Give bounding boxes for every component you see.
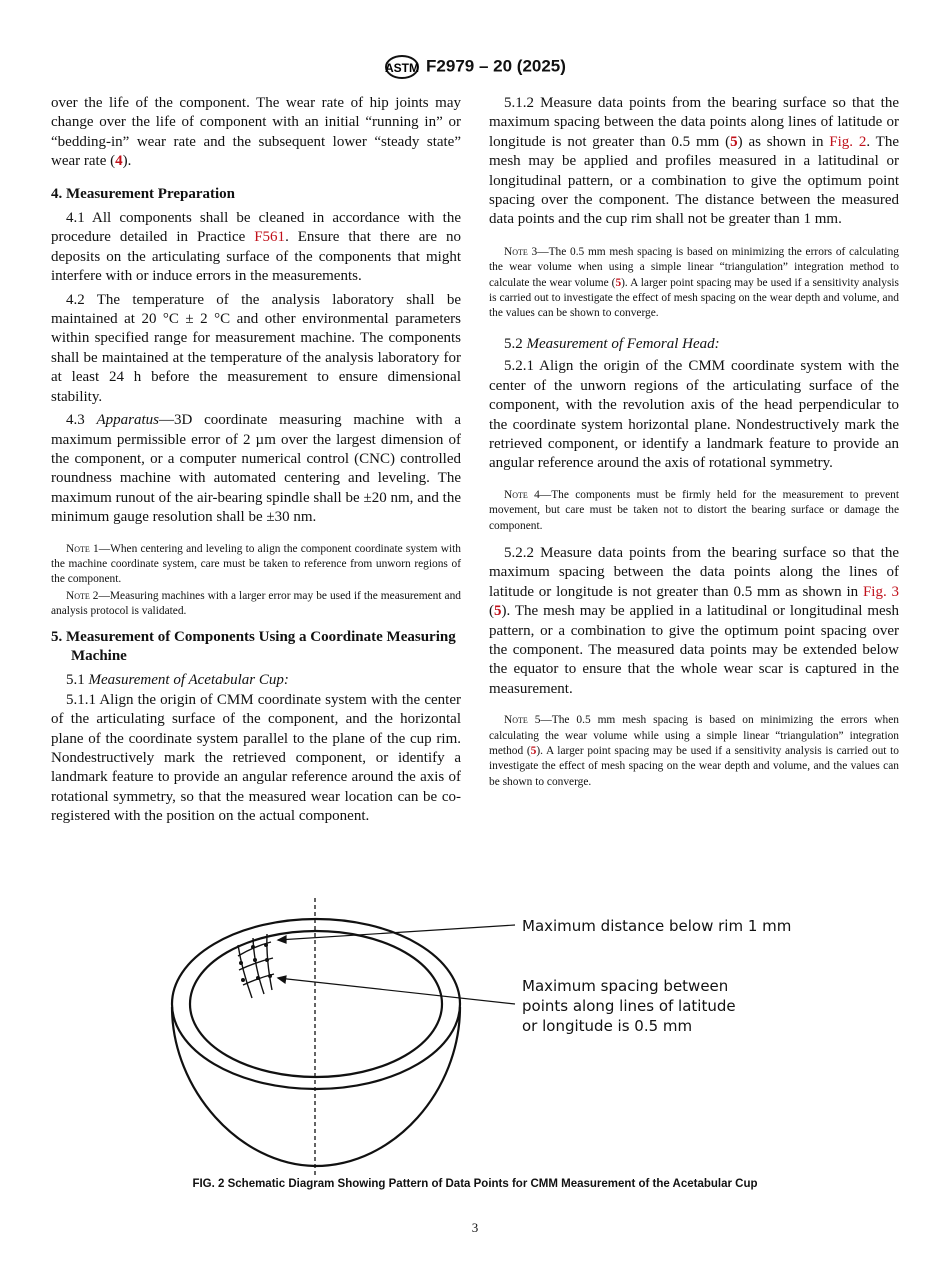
svg-text:ASTM: ASTM <box>385 61 420 75</box>
section-heading-4: 4. Measurement Preparation <box>51 185 235 202</box>
paragraph-intro <box>51 94 461 172</box>
text: 4.1 All components shall be cleaned in accordance with the procedure detailed in Practice <box>51 210 461 246</box>
note-2 <box>51 589 461 620</box>
reference-link[interactable]: 5 <box>530 745 537 757</box>
right-column <box>489 94 899 790</box>
figure-link[interactable]: Fig. 2 <box>829 133 867 150</box>
section-heading-5: 5. Measurement of Components Using a Coordinate Measuring Machine <box>51 628 456 664</box>
figure-link[interactable]: Fig. 3 <box>862 583 900 600</box>
paragraph-4-1 <box>51 209 461 287</box>
text: —When centering and leveling to align the component coordinate system with the machine coordinate system, care must be taken to reference from unworn regions of the component. <box>51 542 461 586</box>
italic-term: Apparatus <box>96 412 160 429</box>
cup-body <box>172 1007 460 1166</box>
reference-link[interactable]: 4 <box>115 153 123 170</box>
label-rim-distance: Maximum distance below rim 1 mm <box>522 917 792 935</box>
italic-term: Measurement of Femoral Head: <box>526 335 720 352</box>
paragraph-5-1 <box>51 671 461 690</box>
text: —The 0.5 mm mesh spacing is based on minimizing the errors when calculating the wear volume while using a simple linear “triangulation” integration method ( <box>489 714 899 757</box>
text: 4.3 <box>66 412 97 429</box>
text: 5.1 <box>66 672 89 689</box>
paragraph-5-2-1: 5.2.1 Align the origin of the CMM coordinate system with the center of the unworn regions of the articulating surface of the component, with the revolution axis of the head perpendicular to the coordinate system horizontal plane. Nondestructively mark the retrieved component, or identify a landmark feature to provide an angular reference around the axis of rotational symmetry. <box>489 358 899 472</box>
note-4 <box>489 488 899 534</box>
paragraph-5-1-1: 5.1.1 Align the origin of CMM coordinate system with the center of the articulating surface of the component, and the horizontal plane of the coordinate system parallel to the plane of the cup rim. Nondestructively mark the retrieved component, or identify a landmark feature to provide an angular reference around the axis of rotational symmetry, so that the measured wear location can be co-registered with the position on the actual component. <box>51 691 461 825</box>
text: —The 0.5 mm mesh spacing is based on minimizing the errors of calculating the wear volume when using a simple linear “triangulation” integration method to calculate the wear volume ( <box>489 245 899 289</box>
leader-lines <box>278 925 515 1004</box>
note-1 <box>51 542 461 588</box>
paragraph-5-2-2 <box>489 544 899 699</box>
text: 5.1.2 Measure data points from the bearing surface so that the maximum spacing between the data points along lines of latitude or longitude is not greater than 0.5 mm ( <box>489 95 899 150</box>
note-label: Note 5 <box>504 714 541 727</box>
paragraph-4-3 <box>51 411 461 527</box>
figure-caption: FIG. 2 Schematic Diagram Showing Pattern of Data Points for CMM Measurement of the Acetabular Cup <box>192 1178 758 1190</box>
inner-rim <box>190 931 442 1077</box>
text: 5.2.2 Measure data points from the bearing surface so that the maximum spacing between the data points along the lines of latitude or longitude is not greater than 0.5 mm as shown in <box>489 544 899 600</box>
text: —Measuring machines with a larger error may be used if the measurement and analysis protocol is validated. <box>51 589 461 618</box>
text: ). The mesh may be applied in a latitudinal or longitudinal mesh pattern, or a combination to give the optimum point spacing over the component. The measured data points may be extended below the equator to ensure that the whole wear scar is captured in the measurement. <box>489 603 899 697</box>
text: ). <box>122 153 132 170</box>
note-5 <box>489 713 899 790</box>
paragraph-5-1-2 <box>489 94 899 230</box>
italic-term: Measurement of Acetabular Cup: <box>88 672 289 689</box>
label-spacing-line3: or longitude is 0.5 mm <box>522 1017 693 1035</box>
paragraph-5-2 <box>489 335 899 354</box>
page-number: 3 <box>471 1220 479 1235</box>
text: ). A larger point spacing may be used if a sensitivity analysis is carried out to investigate the effect of mesh spacing on the wear depth and volume, and the values can be shown to converge. <box>489 276 899 320</box>
text: ( <box>489 603 494 620</box>
text: ) as shown in <box>737 133 830 150</box>
text: 5.2 <box>504 335 527 352</box>
note-label: Note 2 <box>66 589 99 602</box>
label-spacing-line2: points along lines of latitude <box>522 997 736 1015</box>
text: ). A larger point spacing may be used if a sensitivity analysis is carried out to investigate the effect of mesh spacing on the wear depth and volume, and the values can be shown to converge. <box>489 745 900 788</box>
reference-link[interactable]: 5 <box>615 276 622 289</box>
note-label: Note 1 <box>66 542 99 555</box>
page-header <box>0 54 950 80</box>
text: over the life of the component. The wear rate of hip joints may change over the life of component with an initial “running in” or “bedding-in” wear rate and the subsequent lower “steady state” wear rate ( <box>51 95 461 170</box>
acetabular-cup-diagram <box>160 890 800 1180</box>
note-3 <box>489 245 899 322</box>
outer-rim <box>172 919 460 1089</box>
paragraph-4-2: 4.2 The temperature of the analysis laboratory shall be maintained at 20 °C ± 2 °C and other environmental parameters within specified range for measurement machine. The components shall be maintained at the temperature of the analysis laboratory for at least 24 h before the measurement to ensure dimensional stability. <box>51 291 461 405</box>
note-label: Note 3 <box>504 245 538 258</box>
astm-logo-icon <box>384 54 420 80</box>
text: —3D coordinate measuring machine with a maximum permissible error of 2 µm over the largest dimension of the component, or a computer numerical control (CNC) controlled roundness machine with automated centering and leveling. The maximum runout of the air-bearing spindle shall be ±20 nm, and the minimum gauge resolution shall be ±30 nm. <box>51 412 461 526</box>
reference-link[interactable]: 5 <box>730 133 738 150</box>
text: . Ensure that there are no deposits on the articulating surface of the components that might interfere with or induce errors in the measurements. <box>51 229 461 285</box>
note-label: Note 4 <box>504 488 540 501</box>
text: —The components must be firmly held for the measurement to prevent movement, but care must be taken not to distort the bearing surface or damage the component. <box>489 488 900 532</box>
label-spacing-line1: Maximum spacing between <box>522 977 729 995</box>
left-column <box>51 94 461 827</box>
reference-link[interactable]: 5 <box>494 603 502 620</box>
designation: F2979 – 20 (2025) <box>426 56 566 76</box>
text: . The mesh may be applied and profiles measured in a latitudinal or longitudinal pattern, or a combination to give the optimum point spacing over the component. The distance between the measured data points and the cup rim shall not be greater than 1 mm. <box>489 133 899 228</box>
reference-link[interactable]: F561 <box>254 229 286 246</box>
